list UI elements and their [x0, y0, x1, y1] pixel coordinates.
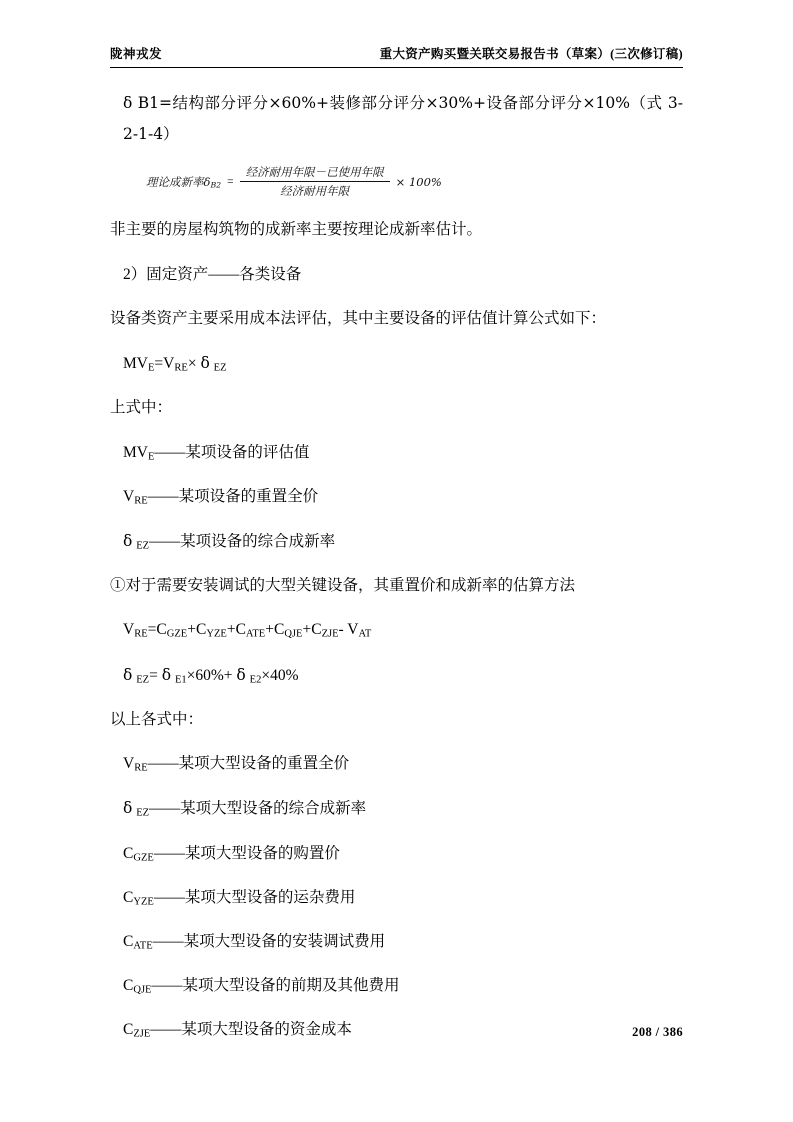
paragraph-def-delta-ez-large: δ $_{EZ}$——某项大型设备的综合成新率 — [123, 799, 367, 819]
paragraph-def-mve: $MV_E——$某项设备的评估值 — [123, 443, 310, 462]
paragraph-def-cate: $C_{ATE}——$某项大型设备的安装调试费用 — [123, 932, 386, 952]
formula-denominator: 经济耐用年限 — [280, 184, 350, 199]
paragraph-non-main-buildings: 非主要的房屋构筑物的成新率主要按理论成新率估计。 — [110, 221, 483, 239]
paragraph-def-cqje: $C_{QJE}——$某项大型设备的前期及其他费用 — [123, 977, 400, 996]
page-content — [110, 44, 683, 1060]
paragraph-def-cyze: $C_{YZE}——$某项大型设备的运杂费用 — [123, 888, 356, 908]
header-divider — [110, 67, 683, 68]
formula-numerator: 经济耐用年限－已使用年限 — [240, 164, 390, 182]
paragraph-def-delta-ez: δ $_{EZ}$——某项设备的综合成新率 — [123, 531, 336, 552]
paragraph-def-cgze: $C_{GZE}——$某项大型设备的购置价 — [123, 844, 340, 863]
paragraph-large-equipment-method: ①对于需要安装调试的大型关键设备，其重置价和成新率的估算方法 — [110, 577, 576, 595]
formula-multiplier: × 100% — [395, 174, 442, 189]
paragraph-formula-delta-ez: δ $_{EZ}$= δ $_{E1}$×60%+ δ $_{E2}$×40% — [123, 665, 299, 685]
paragraph-formula-vre-sum: $V_{RE}=C_{GZE}+C_{YZE}+C_{ATE}+C_{QJE}+C_{ZJE}-$ $V_{AT}$ — [123, 621, 372, 640]
formula-fraction — [240, 164, 390, 199]
document-body — [110, 88, 683, 1046]
paragraph-section-2-heading: 2）固定资产——各类设备 — [123, 265, 302, 283]
header-company-name: 陇神戎发 — [110, 47, 163, 61]
paragraph-in-above-formulas: 以上各式中： — [110, 710, 204, 728]
formula-equals: = — [227, 175, 234, 188]
formula-label: 理论成新率$\delta_{B2}$ — [146, 174, 222, 190]
header-document-title: 重大资产购买暨关联交易报告书（草案）(三次修订稿) — [379, 47, 683, 61]
page-header — [110, 44, 683, 66]
paragraph-formula-b1 — [110, 88, 683, 150]
paragraph-in-formula: 上式中： — [110, 399, 173, 417]
theoretical-depreciation-formula — [110, 164, 683, 199]
paragraph-def-vre: $V_{RE}——$某项设备的重置全价 — [123, 487, 319, 507]
paragraph-formula-mve: $MV_E=V_{RE}\times \delta$ $_{EZ}$ — [123, 354, 227, 374]
formula-b1-text: δ B1=结构部分评分×60%+装修部分评分×30%+设备部分评分×10%（式 3-2-1-4） — [123, 94, 683, 144]
paragraph-def-vre-large: $V_{RE}——$某项大型设备的重置全价 — [123, 755, 350, 774]
paragraph-def-czje: $C_{ZJE}——$某项大型设备的资金成本 — [123, 1021, 352, 1040]
paragraph-equipment-cost-method: 设备类资产主要采用成本法评估，其中主要设备的评估值计算公式如下： — [110, 309, 607, 327]
page-number: 208 / 386 — [632, 1025, 683, 1039]
